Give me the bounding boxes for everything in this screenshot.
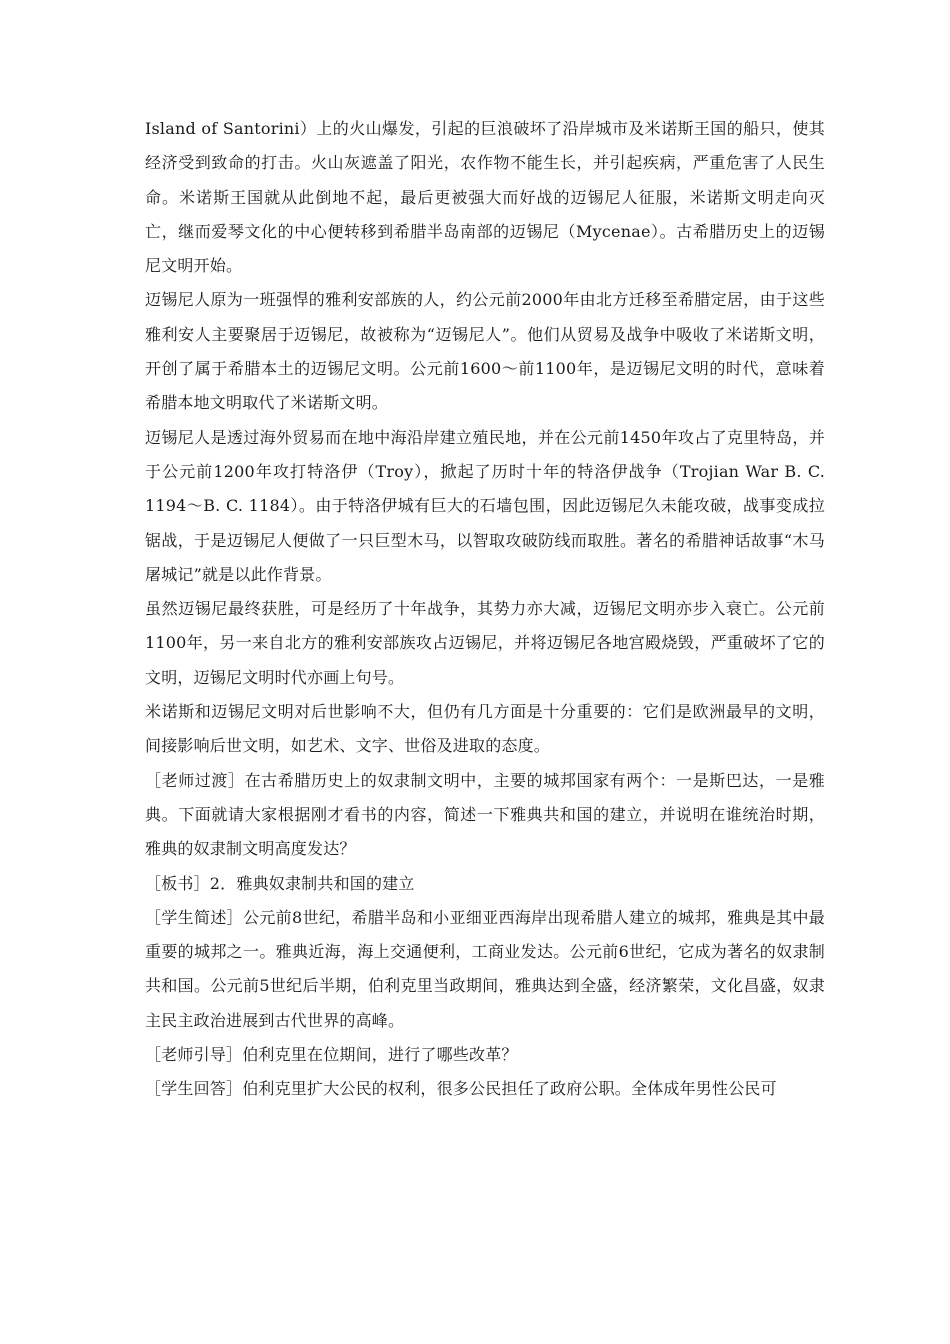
document-body [145,112,825,1107]
paragraph-mycenaean-decline: 虽然迈锡尼最终获胜，可是经历了十年战争，其势力亦大减，迈锡尼文明亦步入衰亡。公元前1100年，另一来自北方的雅利安部族攻占迈锡尼，并将迈锡尼各地宫殿烧毁，严重破坏了它的文明，迈锡尼文明时代亦画上句号。 [145,599,825,687]
paragraph-teacher-question: ［老师引导］伯利克里在位期间，进行了哪些改革？ [145,1045,518,1065]
paragraph-board-heading: ［板书］2．雅典奴隶制共和国的建立 [145,873,415,893]
paragraph-student-summary: ［学生简述］公元前8世纪，希腊半岛和小亚细亚西海岸出现希腊人建立的城邦，雅典是其中最重要的城邦之一。雅典近海，海上交通便利，工商业发达。公元前6世纪，它成为著名的奴隶制共和国。公元前5世纪后半期，伯利克里当政期间，雅典达到全盛，经济繁荣，文化昌盛，奴隶主民主政治进展到古代世界的高峰。 [145,907,825,1030]
paragraph-santorini-eruption: Island of Santorini）上的火山爆发，引起的巨浪破坏了沿岸城市及米诺斯王国的船只，使其经济受到致命的打击。火山灰遮盖了阳光，农作物不能生长，并引起疾病，严重危害了人民生命。米诺斯王国就从此倒地不起，最后更被强大而好战的迈锡尼人征服，米诺斯文明走向灭亡，继而爱琴文化的中心便转移到希腊半岛南部的迈锡尼（Mycenae）。古希腊历史上的迈锡尼文明开始。 [145,119,825,276]
paragraph-mycenaean-origins: 迈锡尼人原为一班强悍的雅利安部族的人，约公元前2000年由北方迁移至希腊定居，由于这些雅利安人主要聚居于迈锡尼，故被称为“迈锡尼人”。他们从贸易及战争中吸收了米诺斯文明，开创了属于希腊本土的迈锡尼文明。公元前1600～前1100年，是迈锡尼文明的时代，意味着希腊本地文明取代了米诺斯文明。 [145,290,825,413]
paragraph-trojan-war: 迈锡尼人是透过海外贸易而在地中海沿岸建立殖民地，并在公元前1450年攻占了克里特岛，并于公元前1200年攻打特洛伊（Troy），掀起了历时十年的特洛伊战争（Trojian War B. C. 1194～B. C. 1184）。由于特洛伊城有巨大的石墙包围，因此迈锡尼久未能攻破，战事变成拉锯战，于是迈锡尼人便做了一只巨型木马，以智取攻破防线而取胜。著名的希腊神话故事“木马屠城记”就是以此作背景。 [145,427,825,584]
paragraph-teacher-transition: ［老师过渡］在古希腊历史上的奴隶制文明中，主要的城邦国家有两个：一是斯巴达，一是雅典。下面就请大家根据刚才看书的内容，简述一下雅典共和国的建立，并说明在谁统治时期，雅典的奴隶制文明高度发达？ [145,770,825,859]
paragraph-student-answer: ［学生回答］伯利克里扩大公民的权利，很多公民担任了政府公职。全体成年男性公民可 [145,1079,777,1099]
paragraph-legacy: 米诺斯和迈锡尼文明对后世影响不大，但仍有几方面是十分重要的：它们是欧洲最早的文明，间接影响后世文明，如艺术、文字、世俗及进取的态度。 [145,702,825,756]
